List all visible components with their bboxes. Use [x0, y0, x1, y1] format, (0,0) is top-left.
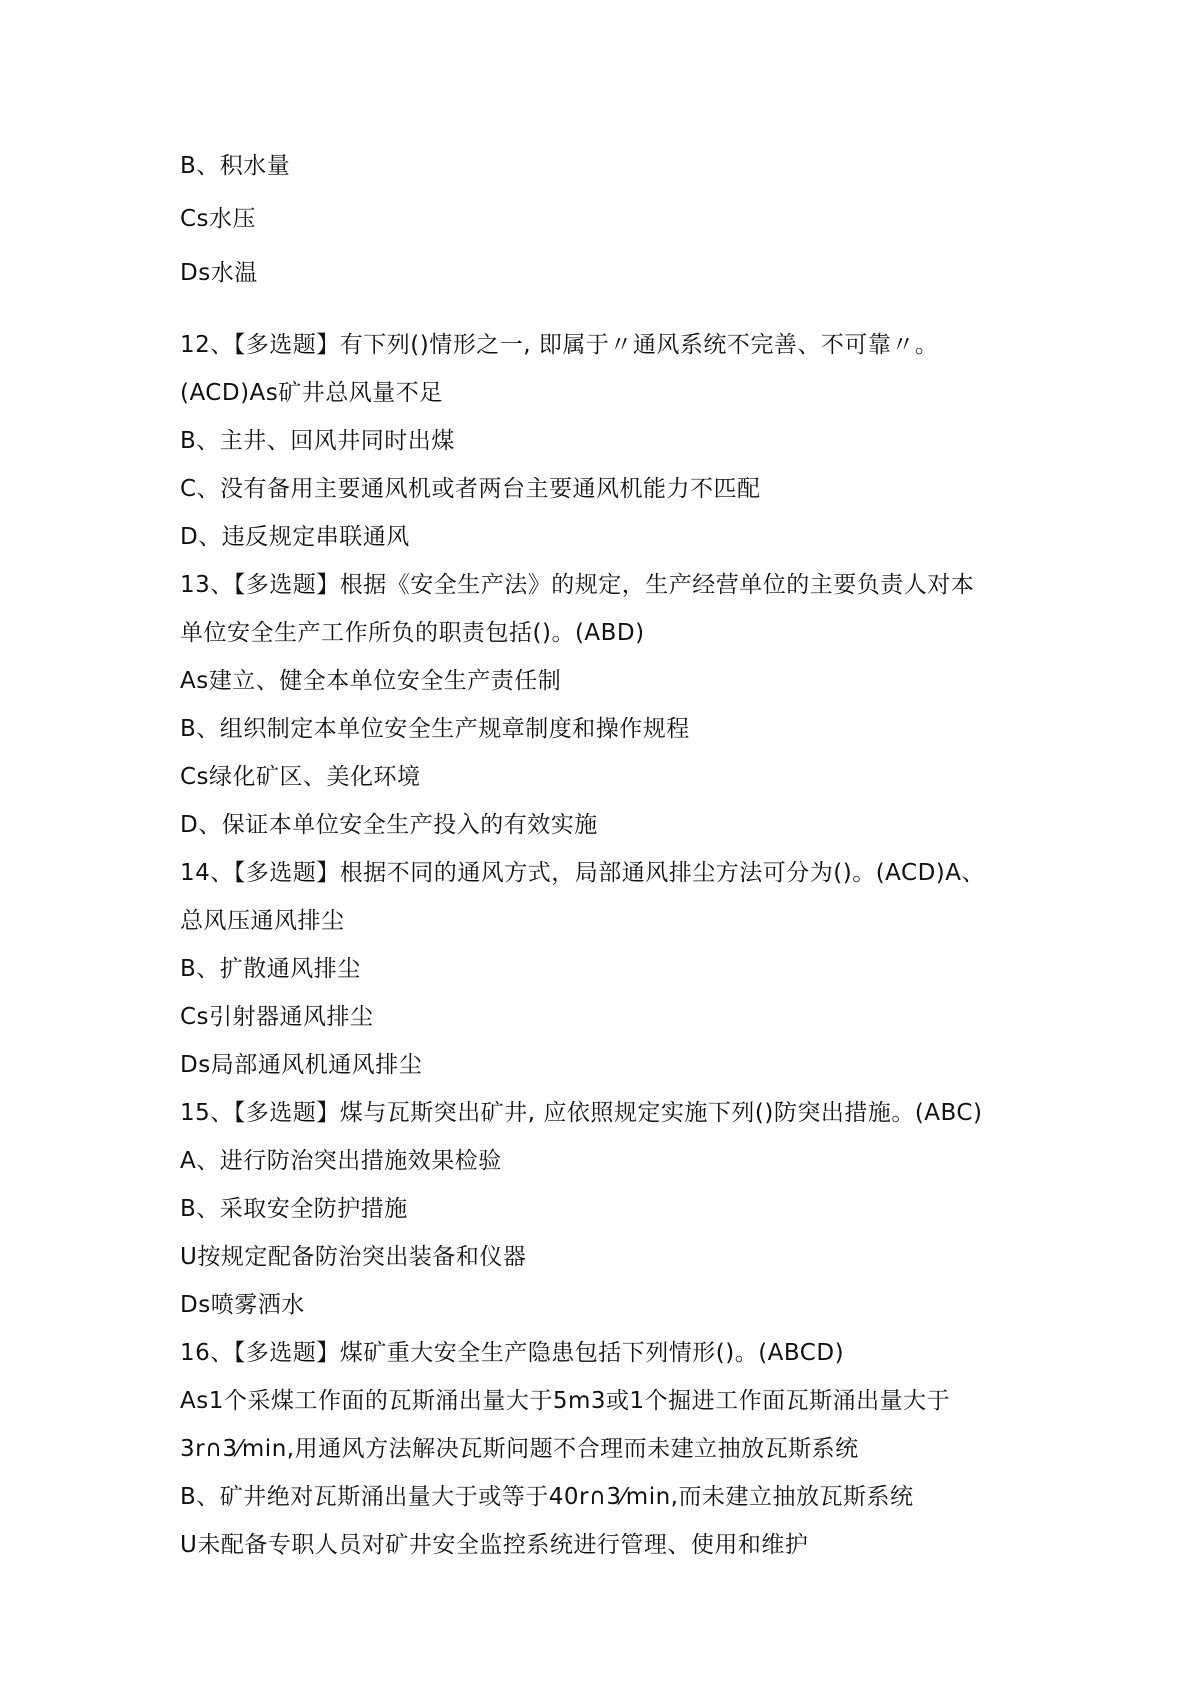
text-line: B、积水量	[180, 153, 291, 179]
text-line: C、没有备用主要通风机或者两台主要通风机能力不匹配	[180, 476, 761, 502]
text-line: As1个采煤工作面的瓦斯涌出量大于5m3或1个掘进工作面瓦斯涌出量大于	[180, 1388, 951, 1414]
text-line: 总风压通风排尘	[180, 908, 345, 934]
text-line: A、进行防治突出措施效果检验	[180, 1148, 502, 1174]
text-line: As建立、健全本单位安全生产责任制	[180, 668, 562, 694]
text-line: U按规定配备防治突出装备和仪器	[180, 1244, 527, 1270]
text-line: Ds喷雾洒水	[180, 1292, 305, 1318]
text-line: B、主井、回风井同时出煤	[180, 428, 455, 454]
question-13-title: 13、【多选题】根据《安全生产法》的规定，生产经营单位的主要负责人对本	[180, 572, 975, 598]
text-line: B、组织制定本单位安全生产规章制度和操作规程	[180, 716, 690, 742]
text-line: B、采取安全防护措施	[180, 1196, 408, 1222]
text-line: Cs绿化矿区、美化环境	[180, 764, 421, 790]
text-line: 3r∩3⁄min,用通风方法解决瓦斯问题不合理而未建立抽放瓦斯系统	[180, 1436, 859, 1462]
text-line: B、扩散通风排尘	[180, 956, 361, 982]
text-line: D、保证本单位安全生产投入的有效实施	[180, 812, 598, 838]
question-16-title: 16、【多选题】煤矿重大安全生产隐患包括下列情形()。(ABCD)	[180, 1340, 845, 1366]
text-line: D、违反规定串联通风	[180, 524, 410, 550]
question-15-title: 15、【多选题】煤与瓦斯突出矿井, 应依照规定实施下列()防突出措施。(ABC)	[180, 1100, 983, 1126]
text-line: Ds水温	[180, 260, 258, 286]
text-line: Cs水压	[180, 206, 257, 232]
text-line: Ds局部通风机通风排尘	[180, 1052, 423, 1078]
text-line: (ACD)As矿井总风量不足	[180, 380, 443, 406]
text-line: B、矿井绝对瓦斯涌出量大于或等于40r∩3⁄min,而未建立抽放瓦斯系统	[180, 1484, 914, 1510]
text-line: Cs引射器通风排尘	[180, 1004, 374, 1030]
question-12-title: 12、【多选题】有下列()情形之一, 即属于〃通风系统不完善、不可靠〃。	[180, 332, 939, 358]
text-line: U未配备专职人员对矿井安全监控系统进行管理、使用和维护	[180, 1532, 809, 1558]
question-14-title: 14、【多选题】根据不同的通风方式，局部通风排尘方法可分为()。(ACD)A、	[180, 860, 985, 886]
text-line: 单位安全生产工作所负的职责包括()。(ABD)	[180, 620, 645, 646]
